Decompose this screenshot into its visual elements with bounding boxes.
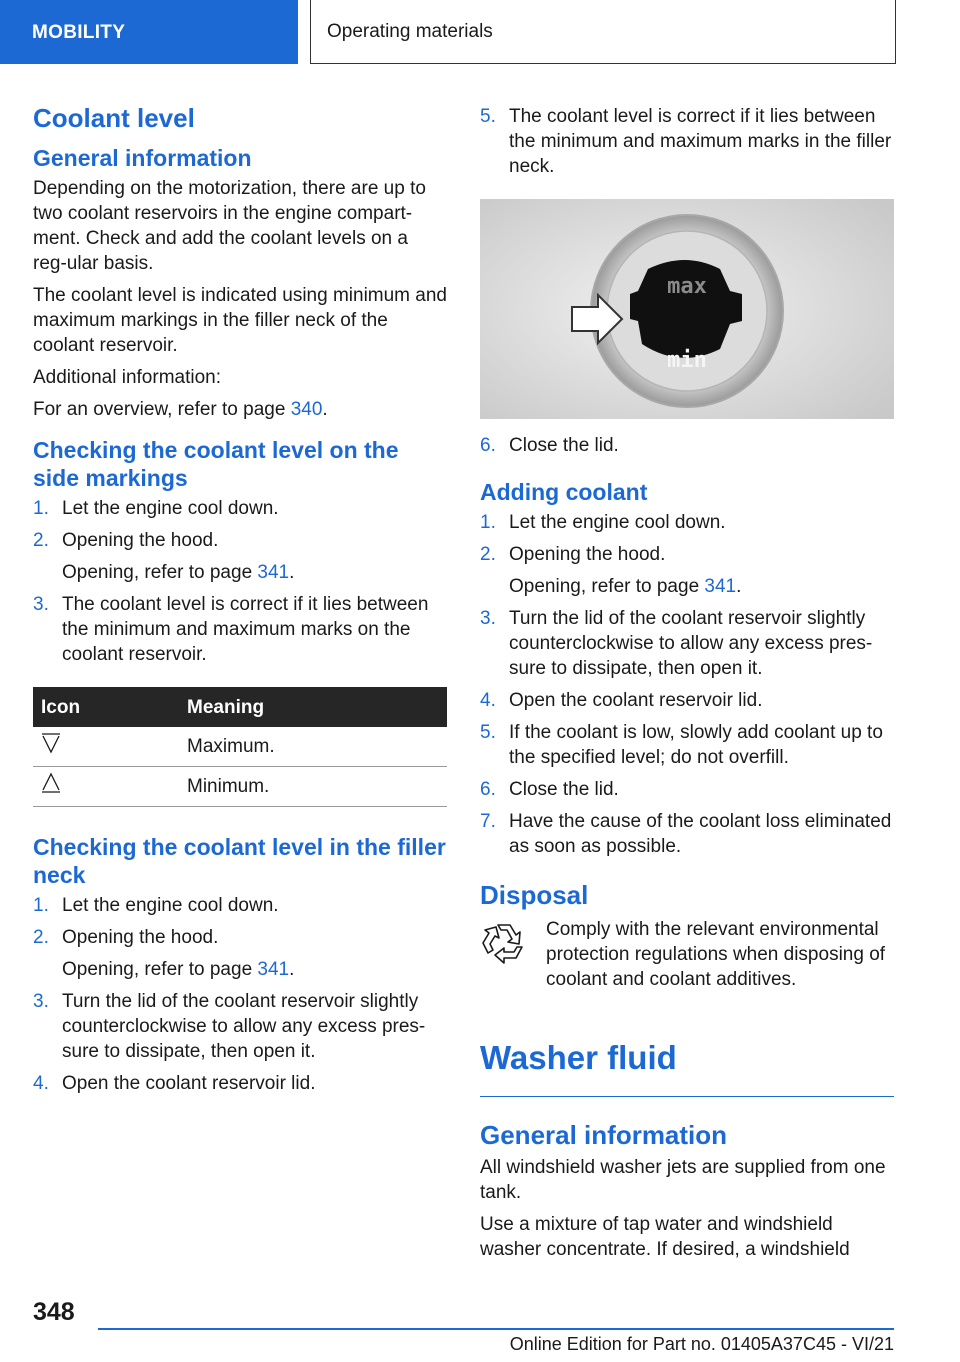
filler-neck-steps-end <box>480 433 894 458</box>
overview-reference: For an overview, refer to page 340. <box>33 399 328 420</box>
step-text: Open the coolant reservoir lid. <box>62 1073 316 1094</box>
disposal-note <box>480 917 894 992</box>
step-number: 1. <box>33 498 49 519</box>
list-item <box>480 510 894 535</box>
step-text: Let the engine cool down. <box>62 895 279 916</box>
step-number: 5. <box>480 722 496 743</box>
list-item <box>33 496 447 521</box>
icon-meaning-table <box>33 687 447 807</box>
left-column <box>33 100 447 1103</box>
step-number: 3. <box>480 608 496 629</box>
step-text: Let the engine cool down. <box>62 498 279 519</box>
step-number: 4. <box>33 1073 49 1094</box>
edition-text: Online Edition for Part no. 01405A37C45 - VI/21 <box>509 1334 894 1354</box>
table-row <box>33 727 447 767</box>
list-item <box>480 777 894 802</box>
washer-paragraph-1: All windshield washer jets are supplied from one tank. <box>480 1157 886 1203</box>
list-item <box>33 989 447 1064</box>
general-info-heading: General information <box>33 145 252 171</box>
list-item <box>33 528 447 585</box>
maximum-mark-icon <box>41 732 61 754</box>
adding-coolant-heading: Adding coolant <box>480 479 648 505</box>
list-item <box>480 104 894 179</box>
step-number: 5. <box>480 106 496 127</box>
step-text: The coolant level is correct if it lies between the minimum and maximum marks on the coolant reservoir. <box>62 594 429 665</box>
coolant-level-title: Coolant level <box>33 103 195 133</box>
step-number: 3. <box>33 991 49 1012</box>
max-mark-label: max <box>667 274 707 299</box>
step-text: Opening the hood. <box>509 544 666 565</box>
section-label: MOBILITY <box>32 21 126 43</box>
table-row <box>33 767 447 807</box>
step-text: Opening the hood. <box>62 530 219 551</box>
filler-neck-photo <box>480 199 894 419</box>
step-number: 2. <box>480 544 496 565</box>
list-item <box>480 606 894 681</box>
step-text: The coolant level is correct if it lies between the minimum and maximum marks in the filler neck. <box>509 106 892 177</box>
step-text: Turn the lid of the coolant reservoir slightly counterclockwise to allow any excess pres-sure to dissipate, then open it. <box>509 608 873 679</box>
step-number: 1. <box>33 895 49 916</box>
list-item <box>480 809 894 859</box>
disposal-heading: Disposal <box>480 880 589 910</box>
step-subtext: Opening, refer to page 341. <box>62 959 295 980</box>
meaning-cell: Maximum. <box>179 727 447 767</box>
page-number: 348 <box>33 1298 75 1326</box>
step-text: Opening the hood. <box>62 927 219 948</box>
step-subtext: Opening, refer to page 341. <box>62 562 295 583</box>
disposal-text: Comply with the relevant environmental protection regulations when disposing of coolant and coolant additives. <box>546 919 886 990</box>
recycling-icon <box>480 917 530 967</box>
filler-neck-steps <box>33 893 447 1096</box>
step-subtext: Opening, refer to page 341. <box>509 576 742 597</box>
step-number: 1. <box>480 512 496 533</box>
icon-column-header: Icon <box>33 687 179 727</box>
hood-page-link[interactable]: 341 <box>704 576 737 597</box>
list-item <box>480 542 894 599</box>
hood-page-link[interactable]: 341 <box>257 562 290 583</box>
meaning-cell: Minimum. <box>179 767 447 807</box>
filler-neck-heading: Checking the coolant level in the filler neck <box>33 834 446 888</box>
table-header-row <box>33 687 447 727</box>
section-tab[interactable] <box>0 0 298 64</box>
step-number: 6. <box>480 779 496 800</box>
list-item <box>33 925 447 982</box>
right-column <box>480 104 894 1269</box>
filler-neck-steps-continued <box>480 104 894 179</box>
step-number: 3. <box>33 594 49 615</box>
list-item <box>33 592 447 667</box>
meaning-column-header: Meaning <box>179 687 447 727</box>
step-number: 6. <box>480 435 496 456</box>
washer-paragraph-2: Use a mixture of tap water and windshield washer concentrate. If desired, a windshield <box>480 1214 850 1260</box>
list-item <box>480 720 894 770</box>
washer-fluid-title: Washer fluid <box>480 1038 894 1097</box>
side-markings-steps <box>33 496 447 667</box>
general-info-paragraph-2: The coolant level is indicated using minimum and maximum markings in the filler neck of the coolant reservoir. <box>33 285 447 356</box>
list-item <box>480 433 894 458</box>
step-number: 4. <box>480 690 496 711</box>
footer-divider <box>98 1328 894 1330</box>
overview-page-link[interactable]: 340 <box>290 399 323 420</box>
step-text: Close the lid. <box>509 435 619 456</box>
adding-coolant-steps <box>480 510 894 859</box>
general-info-paragraph-1: Depending on the motorization, there are up to two coolant reservoirs in the engine compart-ment. Check and add the coolant levels on a reg-ular basis. <box>33 178 426 274</box>
min-mark-label: min <box>667 348 707 373</box>
step-text: If the coolant is low, slowly add coolant up to the specified level; do not overfill. <box>509 722 883 768</box>
step-text: Have the cause of the coolant loss eliminated as soon as possible. <box>509 811 892 857</box>
list-item <box>33 893 447 918</box>
list-item <box>480 688 894 713</box>
step-number: 2. <box>33 927 49 948</box>
washer-general-heading: General information <box>480 1120 728 1150</box>
step-text: Turn the lid of the coolant reservoir slightly counterclockwise to allow any excess pres-sure to dissipate, then open it. <box>62 991 426 1062</box>
step-text: Let the engine cool down. <box>509 512 726 533</box>
side-markings-heading: Checking the coolant level on the side markings <box>33 437 399 491</box>
step-text: Close the lid. <box>509 779 619 800</box>
step-text: Open the coolant reservoir lid. <box>509 690 763 711</box>
chapter-label: Operating materials <box>327 21 493 42</box>
minimum-mark-icon <box>41 772 61 794</box>
list-item <box>33 1071 447 1096</box>
step-number: 7. <box>480 811 496 832</box>
general-info-paragraph-3: Additional information: <box>33 367 221 388</box>
step-number: 2. <box>33 530 49 551</box>
hood-page-link[interactable]: 341 <box>257 959 290 980</box>
chapter-tab[interactable] <box>310 0 896 64</box>
